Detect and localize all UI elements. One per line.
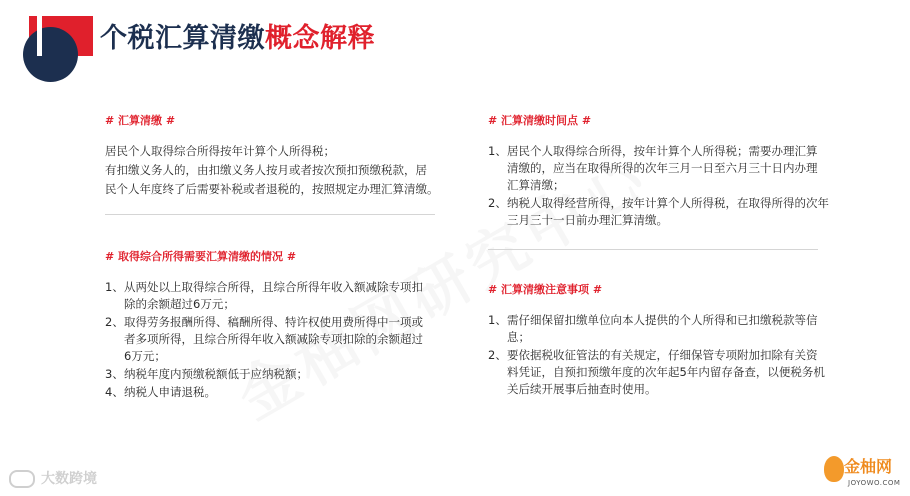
- note-item-number: 1、: [488, 313, 507, 327]
- right-divider: [488, 249, 818, 250]
- page-title: [100, 21, 375, 57]
- notes-heading: # 汇算清缴注意事项 #: [488, 283, 603, 296]
- situations-list: [105, 279, 423, 402]
- timing-item-line: 汇算清缴；: [507, 178, 565, 192]
- situation-item-number: 2、: [105, 315, 124, 329]
- situation-item-line: 除的余额超过6万元；: [124, 297, 235, 311]
- definition-text: [105, 142, 439, 199]
- timing-item-line: 清缴的，应当在取得所得的次年三月一日至六月三十日内办理: [507, 161, 818, 175]
- timing-item-line: 三月三十一日前办理汇算清缴。: [507, 213, 668, 227]
- timing-item-number: 2、: [488, 196, 507, 210]
- definition-line: 有扣缴义务人的，由扣缴义务人按月或者按次预扣预缴税款，居: [105, 163, 427, 177]
- situation-item-number: 1、: [105, 280, 124, 294]
- timing-item-number: 1、: [488, 144, 507, 158]
- note-item: [488, 347, 825, 398]
- corner-navy-circle: [23, 27, 78, 82]
- situation-item-line: 者多项所得，且综合所得年收入额减除专项扣除的余额超过: [124, 332, 423, 346]
- datacross-logo-text: 大数跨境: [41, 471, 97, 487]
- joyowo-logo-name: 金柚网: [844, 457, 893, 476]
- note-item-line: 关后续开展事后抽查时使用。: [507, 382, 657, 396]
- notes-list: [488, 312, 825, 399]
- situation-item-number: 3、: [105, 367, 124, 381]
- note-item-number: 2、: [488, 348, 507, 362]
- timing-item-line: 居民个人取得综合所得，按年计算个人所得税；需要办理汇算: [507, 144, 818, 158]
- datacross-logo: [9, 468, 97, 488]
- definition-line: 民个人年度终了后需要补税或者退税的，按照规定办理汇算清缴。: [105, 182, 439, 196]
- situation-item-line: 取得劳务报酬所得、稿酬所得、特许权使用费所得中一项或: [124, 315, 423, 329]
- page-title-dark: 个税汇算清缴: [100, 23, 265, 54]
- timing-list: [488, 143, 829, 230]
- situation-item-line: 纳税人申请退税。: [124, 385, 216, 399]
- definition-line: 居民个人取得综合所得按年计算个人所得税；: [105, 144, 335, 158]
- timing-item: [488, 195, 829, 229]
- left-divider: [105, 214, 435, 215]
- joyowo-logo: [820, 452, 906, 492]
- situation-item-line: 6万元；: [124, 349, 166, 363]
- chat-bubble-icon: [9, 470, 35, 488]
- situation-item-line: 纳税年度内预缴税额低于应纳税额；: [124, 367, 308, 381]
- situation-item: [105, 366, 423, 383]
- situation-item: [105, 279, 423, 313]
- situation-item-number: 4、: [105, 385, 124, 399]
- definition-heading: # 汇算清缴 #: [105, 114, 176, 127]
- pomelo-icon: [824, 456, 844, 482]
- situation-item: [105, 314, 423, 365]
- timing-item-line: 纳税人取得经营所得，按年计算个人所得税，在取得所得的次年: [507, 196, 829, 210]
- timing-heading: # 汇算清缴时间点 #: [488, 114, 592, 127]
- timing-item: [488, 143, 829, 194]
- note-item-line: 息；: [507, 330, 530, 344]
- situations-heading: # 取得综合所得需要汇算清缴的情况 #: [105, 250, 297, 263]
- page-title-red: 概念解释: [265, 23, 375, 54]
- corner-white-stripe: [37, 16, 42, 56]
- situation-item: [105, 384, 423, 401]
- situation-item-line: 从两处以上取得综合所得，且综合所得年收入额减除专项扣: [124, 280, 423, 294]
- note-item-line: 料凭证，自预扣预缴年度的次年起5年内留存备查，以便税务机: [507, 365, 825, 379]
- note-item: [488, 312, 825, 346]
- note-item-line: 要依据税收征管法的有关规定，仔细保管专项附加扣除有关资: [507, 348, 818, 362]
- joyowo-logo-sub: JOYOWO.COM: [848, 479, 901, 487]
- note-item-line: 需仔细保留扣缴单位向本人提供的个人所得和已扣缴税款等信: [507, 313, 818, 327]
